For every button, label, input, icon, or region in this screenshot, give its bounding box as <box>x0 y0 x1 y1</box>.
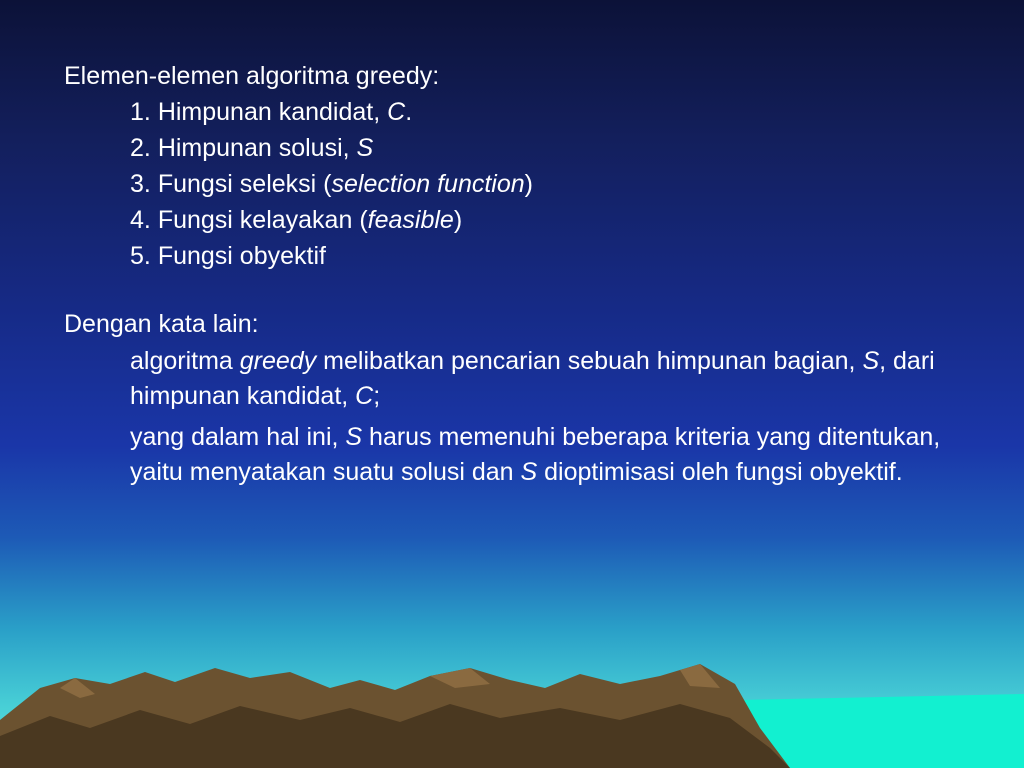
text-run: harus memenuhi beberapa kriteria yang ditentukan, yaitu menyatakan suatu solusi dan <box>130 423 941 486</box>
heading-in-other-words: Dengan kata lain: <box>64 310 259 338</box>
item-tail: ) <box>524 170 533 198</box>
text-emphasis: greedy <box>239 347 317 375</box>
text-run: yang dalam hal ini, <box>130 423 346 451</box>
paragraph-definition <box>64 344 970 414</box>
item-emphasis: selection function <box>331 170 525 198</box>
text-emphasis: S <box>520 458 538 486</box>
item-text: Fungsi obyektif <box>157 242 326 270</box>
item-text: Fungsi kelayakan ( <box>157 206 368 234</box>
list-item <box>64 130 984 166</box>
text-run: dioptimisasi oleh fungsi obyektif. <box>537 458 903 486</box>
item-number: 2. <box>130 134 151 162</box>
spacer <box>64 274 984 306</box>
slide-content <box>64 58 984 490</box>
sea-strip <box>740 694 1024 768</box>
text-run: , dari himpunan kandidat, <box>130 347 935 410</box>
item-tail: . <box>405 98 413 126</box>
item-number: 5. <box>130 242 151 270</box>
item-tail: ) <box>453 206 463 234</box>
text-emphasis: C <box>355 382 374 410</box>
text-emphasis: S <box>862 347 880 375</box>
item-number: 3. <box>130 170 151 198</box>
item-number: 1. <box>130 98 151 126</box>
text-run: algoritma <box>130 347 240 375</box>
list-item <box>64 94 984 130</box>
item-text: Fungsi seleksi ( <box>157 170 332 198</box>
mountain-landscape <box>0 658 1024 768</box>
item-text: Himpunan solusi, <box>157 134 357 162</box>
text-run: melibatkan pencarian sebuah himpunan bagian, <box>316 347 863 375</box>
item-text: Himpunan kandidat, <box>157 98 388 126</box>
text-run: ; <box>373 382 381 410</box>
paragraph-criteria <box>64 420 970 490</box>
text-emphasis: S <box>345 423 363 451</box>
heading-elements: Elemen-elemen algoritma greedy: <box>64 62 440 90</box>
item-emphasis: C <box>387 98 406 126</box>
item-number: 4. <box>130 206 151 234</box>
item-emphasis: S <box>356 134 374 162</box>
item-emphasis: feasible <box>367 206 454 234</box>
list-item <box>64 166 984 202</box>
list-item <box>64 238 984 274</box>
list-item <box>64 202 984 238</box>
